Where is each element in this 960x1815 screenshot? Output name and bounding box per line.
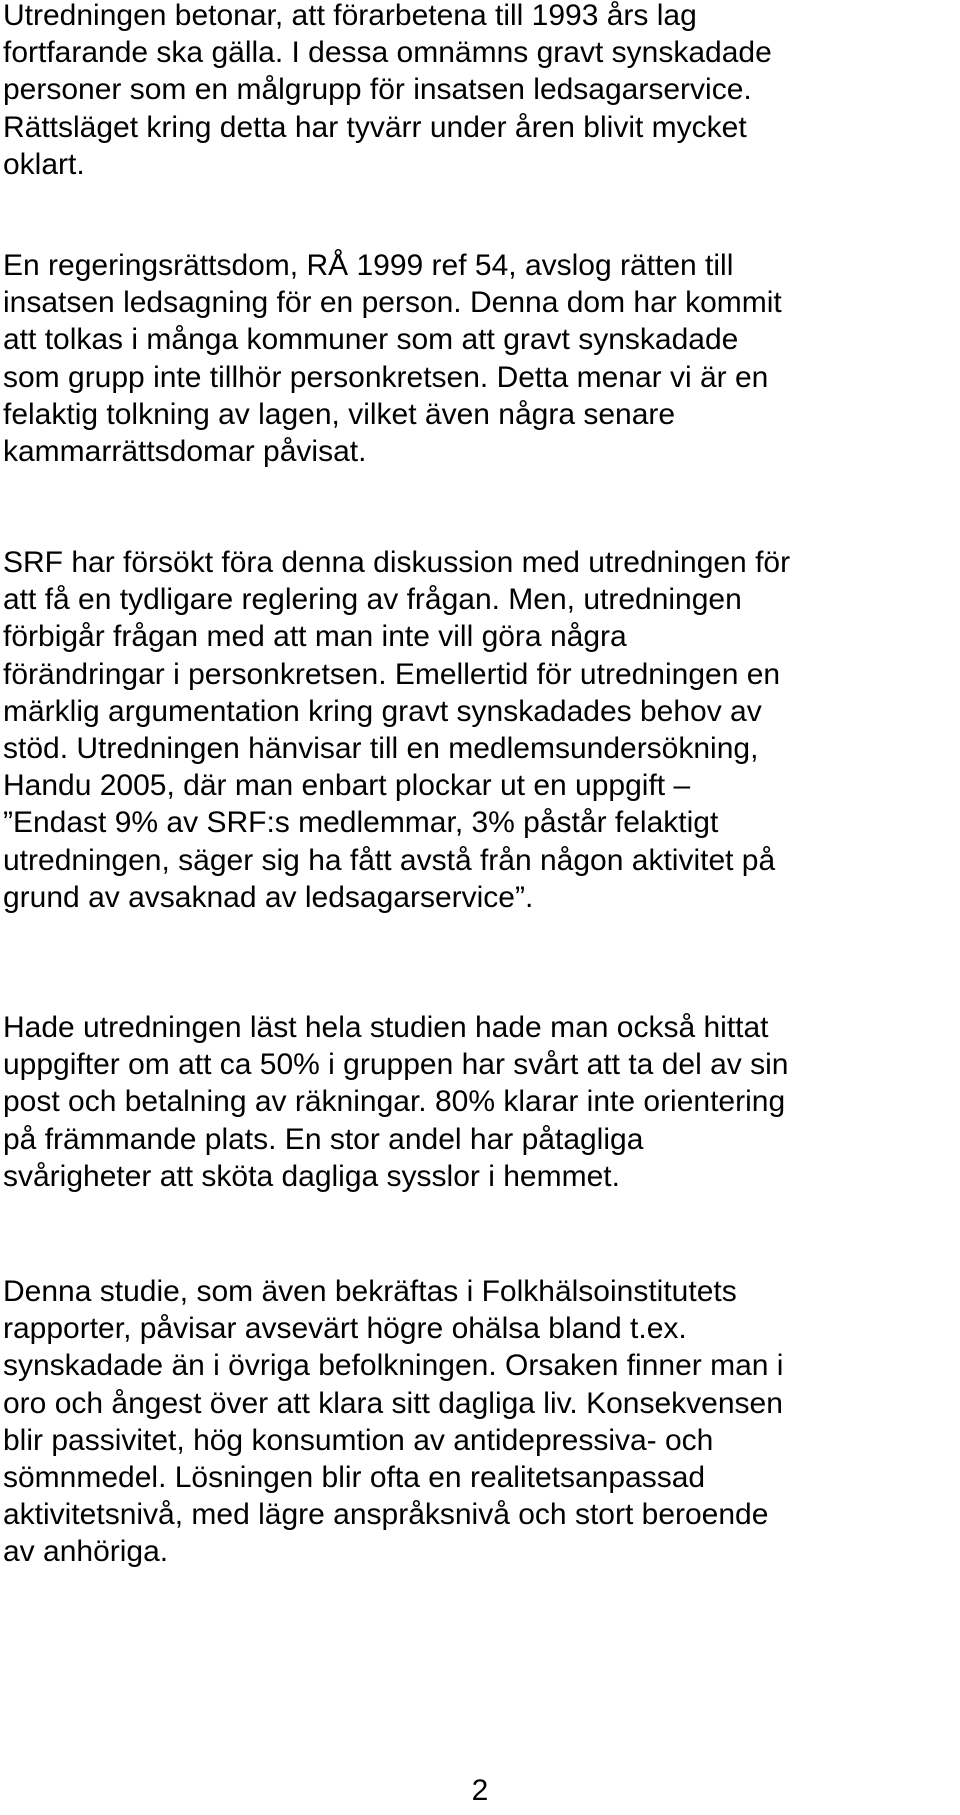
page-number: 2 (471, 1774, 489, 1807)
paragraph-court-ruling: En regeringsrättsdom, RÅ 1999 ref 54, avslog rätten till insatsen ledsagning för en person. Denna dom har kommit att tolkas i många kommuner som att gravt synskadade som grupp inte tillhör personkretsen. Detta menar vi är en felaktig tolkning av lagen, vilket även några senare kammarrättsdomar påvisat. (3, 249, 782, 469)
paragraph-legislative-history: Utredningen betonar, att förarbetena till 1993 års lag fortfarande ska gälla. I dessa omnämns gravt synskadade personer som en målgrupp för insatsen ledsagarservice. Rättsläget kring detta har tyvärr under åren blivit mycket oklart. (3, 0, 772, 181)
paragraph-srf-discussion: SRF har försökt föra denna diskussion med utredningen för att få en tydligare reglering av frågan. Men, utredningen förbigår frågan med att man inte vill göra några förändringar i personkretsen. Emellertid för utredningen en märklig argumentation kring gravt synskadades behov av stöd. Utredningen hänvisar till en medlemsundersökning, Handu 2005, där man enbart plockar ut en uppgift – ”Endast 9% av SRF:s medlemmar, 3% påstår felaktigt utredningen, säger sig ha fått avstå från någon aktivitet på grund av avsaknad av ledsagarservice”. (3, 546, 791, 914)
paragraph-health-consequences: Denna studie, som även bekräftas i Folkhälsoinstitutets rapporter, påvisar avsevärt högre ohälsa bland t.ex. synskadade än i övriga befolkningen. Orsaken finner man i oro och ångest över att klara sitt dagliga liv. Konsekvensen blir passivitet, hög konsumtion av antidepressiva- och sömnmedel. Lösningen blir ofta en realitetsanpassad aktivitetsnivå, med lägre anspråksnivå och stort beroende av anhöriga. (3, 1275, 784, 1569)
paragraph-study-findings: Hade utredningen läst hela studien hade man också hittat uppgifter om att ca 50% i gruppen har svårt att ta del av sin post och betalning av räkningar. 80% klarar inte orientering på främmande plats. En stor andel har påtagliga svårigheter att sköta dagliga sysslor i hemmet. (3, 1011, 789, 1193)
